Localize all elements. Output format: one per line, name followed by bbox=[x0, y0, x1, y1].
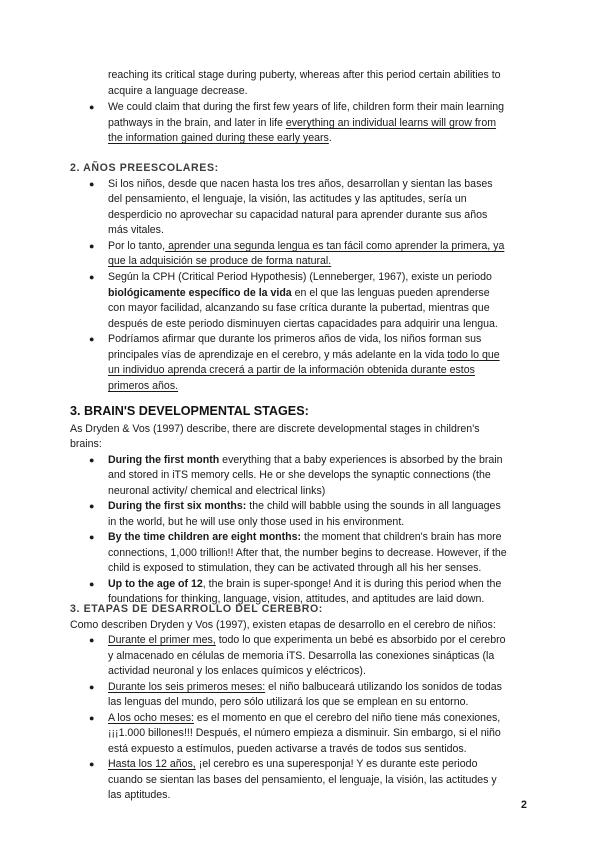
bullet-icon: ● bbox=[89, 635, 95, 645]
bullet-text: Durante los seis primeros meses: el niño balbuceará utilizando los sonidos de todas bbox=[108, 681, 502, 693]
underlined-phrase: Durante los seis primeros meses: bbox=[108, 681, 266, 693]
bullet-text bbox=[108, 379, 178, 394]
bullet-text: las lenguas del mundo, pero sólo utilizará los que se emplean en su entorno. bbox=[108, 696, 469, 708]
bullet-text: By the time children are eight months: the moment that children's brain has more bbox=[108, 531, 502, 543]
bullet-icon: ● bbox=[89, 759, 95, 769]
bullet-text: During the first six months: the child will babble using the sounds in all languages bbox=[108, 500, 501, 512]
bullet-text: connections, 1,000 trillion!! After that, the number begins to decrease. However, if the bbox=[108, 547, 507, 559]
intro-text: As Dryden & Vos (1997) describe, there are discrete developmental stages in children's bbox=[70, 423, 480, 435]
underlined-phrase: A los ocho meses: bbox=[108, 712, 194, 724]
bullet-text: A los ocho meses: es el momento en que el cerebro del niño tiene más conexiones, bbox=[108, 712, 501, 724]
bullet-text: del pensamiento, el lenguaje, la visión, las actitudes y las aptitudes, sería un bbox=[108, 193, 467, 205]
underlined-phrase: everything an individual learns will grow from bbox=[285, 117, 497, 129]
bold-phrase: Up to the age of 12 bbox=[108, 578, 203, 590]
underlined-phrase: the information gained during these early years bbox=[108, 132, 329, 144]
bullet-text: biológicamente específico de la vida en el que las lenguas pueden aprenderse bbox=[108, 287, 490, 299]
bullet-text: foundations for thinking, language, vision, attitudes, and aptitudes are laid down. bbox=[108, 593, 485, 605]
bullet-icon: ● bbox=[89, 682, 95, 692]
bullet-icon: ● bbox=[89, 455, 95, 465]
bold-phrase: biológicamente específico de la vida bbox=[108, 287, 292, 299]
bullet-icon: ● bbox=[89, 713, 95, 723]
bullet-icon: ● bbox=[89, 241, 95, 251]
bullet-text: y almacenado en células de memoria iTS. Desarrolla las conexiones sinápticas (la bbox=[108, 650, 495, 662]
intro-text: Como describen Dryden y Vos (1997), existen etapas de desarrollo en el cerebro de niños: bbox=[70, 619, 496, 631]
bold-phrase: By the time children are eight months: bbox=[108, 531, 302, 543]
bullet-text: Si los niños, desde que nacen hasta los tres años, desarrollan y sientan las bases bbox=[108, 178, 493, 190]
bullet-text: Según la CPH (Critical Period Hypothesis) (Lenneberger, 1967), existe un periodo bbox=[108, 271, 492, 283]
bullet-text: pathways in the brain, and later in life everything an individual learns will grow from bbox=[108, 117, 497, 129]
page-number: 2 bbox=[521, 799, 527, 811]
bullet-icon: ● bbox=[89, 102, 95, 112]
section-heading: 2. AÑOS PREESCOLARES: bbox=[70, 162, 219, 174]
continuation-line: reaching its critical stage during puberty, whereas after this period certain abilities to bbox=[108, 69, 501, 81]
bold-phrase: During the first six months: bbox=[108, 500, 247, 512]
bullet-text: We could claim that during the first few years of life, children form their main learning bbox=[108, 101, 505, 113]
bullet-text bbox=[108, 254, 331, 269]
intro-text: brains: bbox=[70, 438, 102, 450]
bullet-text: desperdicio no aprovechar su capacidad natural para aprender durante sus años bbox=[108, 209, 488, 221]
bold-phrase: During the first month bbox=[108, 454, 220, 466]
underlined-phrase: aprender una segunda lengua es tan fácil como aprender la primera, ya bbox=[165, 240, 505, 252]
bullet-text: and stored in iTS memory cells. He or she develops the synaptic connections (the bbox=[108, 469, 491, 481]
bullet-text: the information gained during these early years. bbox=[108, 132, 332, 144]
bullet-icon: ● bbox=[89, 179, 95, 189]
underlined-phrase: Durante el primer mes, bbox=[108, 634, 216, 646]
bullet-text: child is exposed to stimulation, they can be activated through all his her senses. bbox=[108, 562, 482, 574]
bullet-text: ¡¡¡1.000 billones!!! Después, el número empieza a disminuir. Sin embargo, si el niño bbox=[108, 727, 501, 739]
section-heading: 3. ETAPAS DE DESARROLLO DEL CEREBRO: bbox=[70, 603, 323, 615]
bullet-text: más vitales. bbox=[108, 224, 164, 236]
bullet-icon: ● bbox=[89, 579, 95, 589]
bullet-icon: ● bbox=[89, 272, 95, 282]
continuation-line: acquire a language decrease. bbox=[108, 85, 248, 97]
bullet-text: principales vías de aprendizaje en el cerebro, y más adelante en la vida todo lo que bbox=[108, 349, 500, 361]
bullet-text: Up to the age of 12, the brain is super-sponge! And it is during this period when the bbox=[108, 578, 502, 590]
bullet-text: con mayor facilidad, alcanzando su fase crítica durante la pubertad, mientras que bbox=[108, 302, 490, 314]
bullet-text: During the first month everything that a baby experiences is absorbed by the brain bbox=[108, 454, 503, 466]
bullet-text: Podríamos afirmar que durante los primeros años de vida, los niños forman sus bbox=[108, 333, 482, 345]
bullet-icon: ● bbox=[89, 501, 95, 511]
underlined-phrase: primeros años. bbox=[108, 380, 179, 392]
bullet-text bbox=[108, 363, 475, 378]
bullet-text: in the world, but he will use only those used in his environment. bbox=[108, 516, 405, 528]
bullet-text: Hasta los 12 años, ¡el cerebro es una superesponja! Y es durante este periodo bbox=[108, 758, 478, 770]
bullet-icon: ● bbox=[89, 334, 95, 344]
underlined-phrase: todo lo que bbox=[447, 349, 500, 361]
bullet-text: neuronal activity/ chemical and electrical links) bbox=[108, 485, 326, 497]
bullet-text: cuando se sientan las bases del pensamiento, el lenguaje, la visión, las actitudes y bbox=[108, 774, 497, 786]
bullet-text: Durante el primer mes, todo lo que experimenta un bebé es absorbido por el cerebro bbox=[108, 634, 506, 646]
bullet-text: está expuesto a estímulos, pueden activarse a través de todos sus sentidos. bbox=[108, 743, 467, 755]
underlined-phrase: un individuo aprenda crecerá a partir de la información obtenida durante estos bbox=[108, 364, 475, 376]
bullet-icon: ● bbox=[89, 532, 95, 542]
bullet-text: Por lo tanto, aprender una segunda lengua es tan fácil como aprender la primera, ya bbox=[108, 240, 505, 252]
underlined-phrase: que la adquisición se produce de forma natural. bbox=[108, 255, 332, 267]
bullet-text: las aptitudes. bbox=[108, 789, 171, 801]
underlined-phrase: Hasta los 12 años, bbox=[108, 758, 196, 770]
section-heading: 3. BRAIN'S DEVELOPMENTAL STAGES: bbox=[70, 404, 309, 418]
bullet-text: después de este periodo disminuyen ciertas capacidades para adquirir una lengua. bbox=[108, 318, 498, 330]
bullet-text: actividad neuronal y los enlaces químicos y eléctricos). bbox=[108, 665, 366, 677]
